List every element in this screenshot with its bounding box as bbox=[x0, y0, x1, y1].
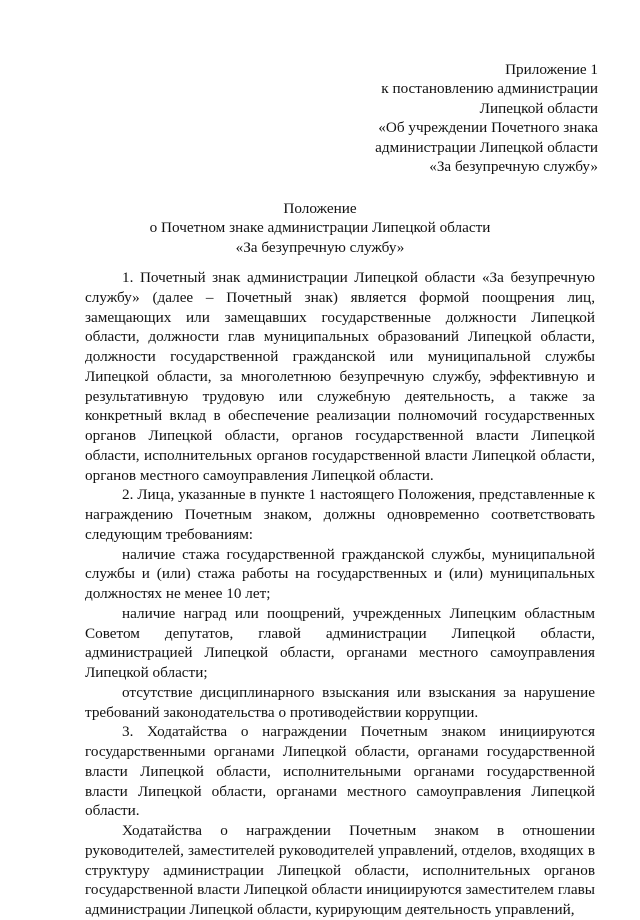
appendix-line: Приложение 1 bbox=[505, 61, 598, 78]
appendix-line: «За безупречную службу» bbox=[429, 158, 598, 176]
appendix-line: Липецкой области bbox=[479, 99, 598, 117]
title-line: Положение bbox=[283, 200, 357, 217]
paragraph: отсутствие дисциплинарного взыскания или взыскания за нарушение требований законодательства о противодействии коррупции. bbox=[85, 683, 595, 721]
appendix-line: к постановлению администрации bbox=[381, 80, 598, 98]
appendix-line: администрации Липецкой области bbox=[375, 138, 598, 156]
paragraph: 2. Лица, указанные в пункте 1 настоящего Положения, представленные к награждению Почетным знаком, должны одновременно соответствовать следующим требованиям: bbox=[85, 486, 595, 543]
paragraph: Ходатайства о награждении Почетным знаком в отношении руководителей, заместителей руководителей управлений, отделов, входящих в структуру администрации Липецкой области, исполнительных органов государственной власти Липецкой области инициируются заместителем главы администрации Липецкой области, курирующим деятельность управлений, bbox=[85, 822, 595, 918]
paragraph: наличие наград или поощрений, учрежденных Липецким областным Советом депутатов, главой администрации Липецкой области, администрацией Липецкой области, органами местного самоуправления Липецкой области; bbox=[85, 604, 595, 681]
paragraph: наличие стажа государственной гражданской службы, муниципальной службы и (или) стажа работы на государственных и (или) муниципальных должностях не менее 10 лет; bbox=[85, 545, 595, 602]
appendix-header bbox=[298, 60, 598, 176]
document-title bbox=[0, 199, 640, 257]
document-body bbox=[85, 268, 595, 920]
paragraph: 3. Ходатайства о награждении Почетным знаком инициируются государственными органами Липецкой области, органами государственной власти Липецкой области, исполнительными органами государственной власти Липецкой области, органами местного самоуправления Липецкой области. bbox=[85, 723, 595, 820]
title-line: о Почетном знаке администрации Липецкой области bbox=[149, 219, 491, 237]
appendix-line: «Об учреждении Почетного знака bbox=[378, 119, 598, 137]
paragraph: 1. Почетный знак администрации Липецкой области «За безупречную службу» (далее – Почетный знак) является формой поощрения лиц, замещающих или замещавших государственные должности Липецкой области, должности глав муниципальных образований Липецкой области, должности государственной гражданской или муниципальной службы Липецкой области, за многолетнюю безупречную службу, эффективную и результативную трудовую или служебную деятельность, а также за конкретный вклад в обеспечение реализации полномочий государственных органов Липецкой области, органов государственной власти Липецкой области, исполнительных органов государственной власти Липецкой области, органов местного самоуправления Липецкой области. bbox=[85, 269, 595, 484]
title-line: «За безупречную службу» bbox=[235, 238, 405, 256]
